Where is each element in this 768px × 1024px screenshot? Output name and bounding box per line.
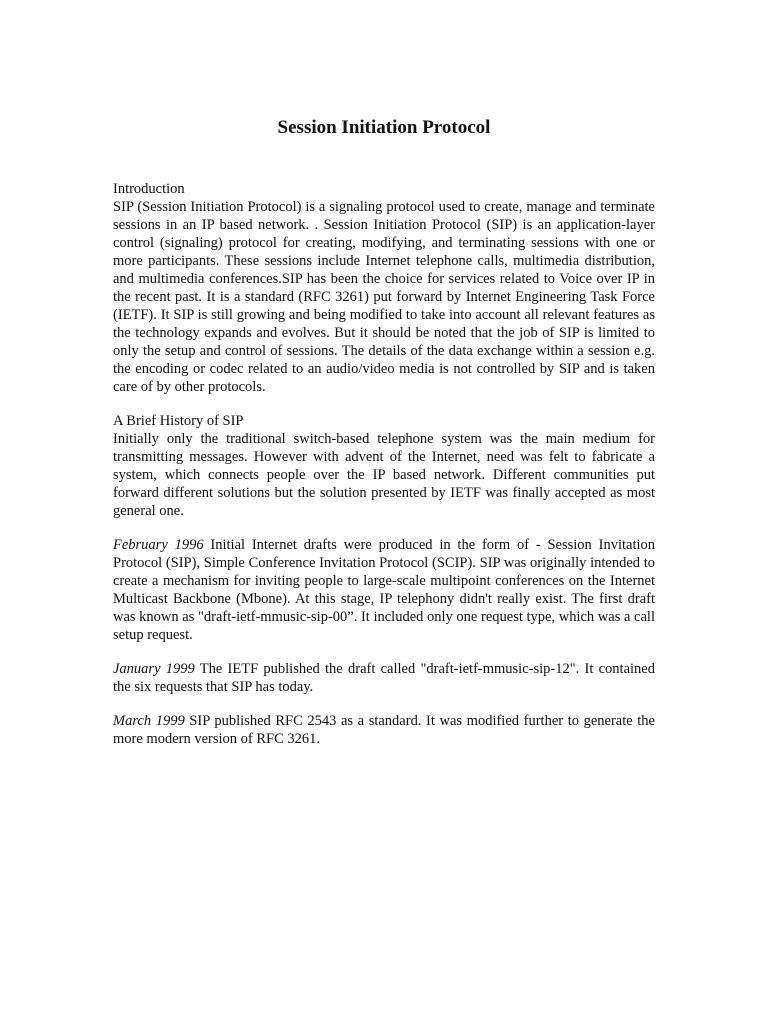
section-body: Initially only the traditional switch-based telephone system was the main medium for transmitting messages. However with advent of the Internet, need was felt to fabricate a system, which connects people over the IP based network. Different communities put forward different solutions but the solution presented by IETF was finally accepted as most general one. — [113, 431, 655, 519]
history-text: The IETF published the draft called "draft-ietf-mmusic-sip-12". It contained the six requests that SIP has today. — [113, 661, 655, 695]
history-entry — [113, 712, 655, 748]
history-entry — [113, 536, 655, 644]
history-entry — [113, 660, 655, 696]
history-date: March 1999 — [113, 713, 185, 729]
history-text: Initial Internet drafts were produced in the form of - Session Invitation Protocol (SIP), Simple Conference Invitation Protocol (SCIP). SIP was originally intended to create a mechanism for inviting people to large-scale multipoint conferences on the Internet Multicast Backbone (Mbone). At this stage, IP telephony didn't really exist. The first draft was known as "draft-ietf-mmusic-sip-00”. It included only one request type, which was a call setup request. — [113, 537, 656, 643]
history-text: SIP published RFC 2543 as a standard. It was modified further to generate the more modern version of RFC 3261. — [113, 713, 655, 747]
document-title: Session Initiation Protocol — [277, 117, 491, 138]
section-heading: A Brief History of SIP — [113, 413, 244, 429]
history-date: January 1999 — [113, 661, 195, 677]
section-introduction — [113, 180, 655, 396]
section-heading: Introduction — [113, 181, 185, 197]
document-page — [113, 116, 655, 764]
history-date: February 1996 — [113, 537, 204, 553]
section-body: SIP (Session Initiation Protocol) is a signaling protocol used to create, manage and terminate sessions in an IP based network. . Session Initiation Protocol (SIP) is an application-layer control (signaling) protocol for creating, modifying, and terminating sessions with one or more participants. These sessions include Internet telephone calls, multimedia distribution, and multimedia conferences.SIP has been the choice for services related to Voice over IP in the recent past. It is a standard (RFC 3261) put forward by Internet Engineering Task Force (IETF). It SIP is still growing and being modified to take into account all relevant features as the technology expands and evolves. But it should be noted that the job of SIP is limited to only the setup and control of sessions. The details of the data exchange within a session e.g. the encoding or codec related to an audio/video media is not controlled by SIP and is taken care of by other protocols. — [113, 199, 655, 395]
section-history — [113, 412, 655, 520]
